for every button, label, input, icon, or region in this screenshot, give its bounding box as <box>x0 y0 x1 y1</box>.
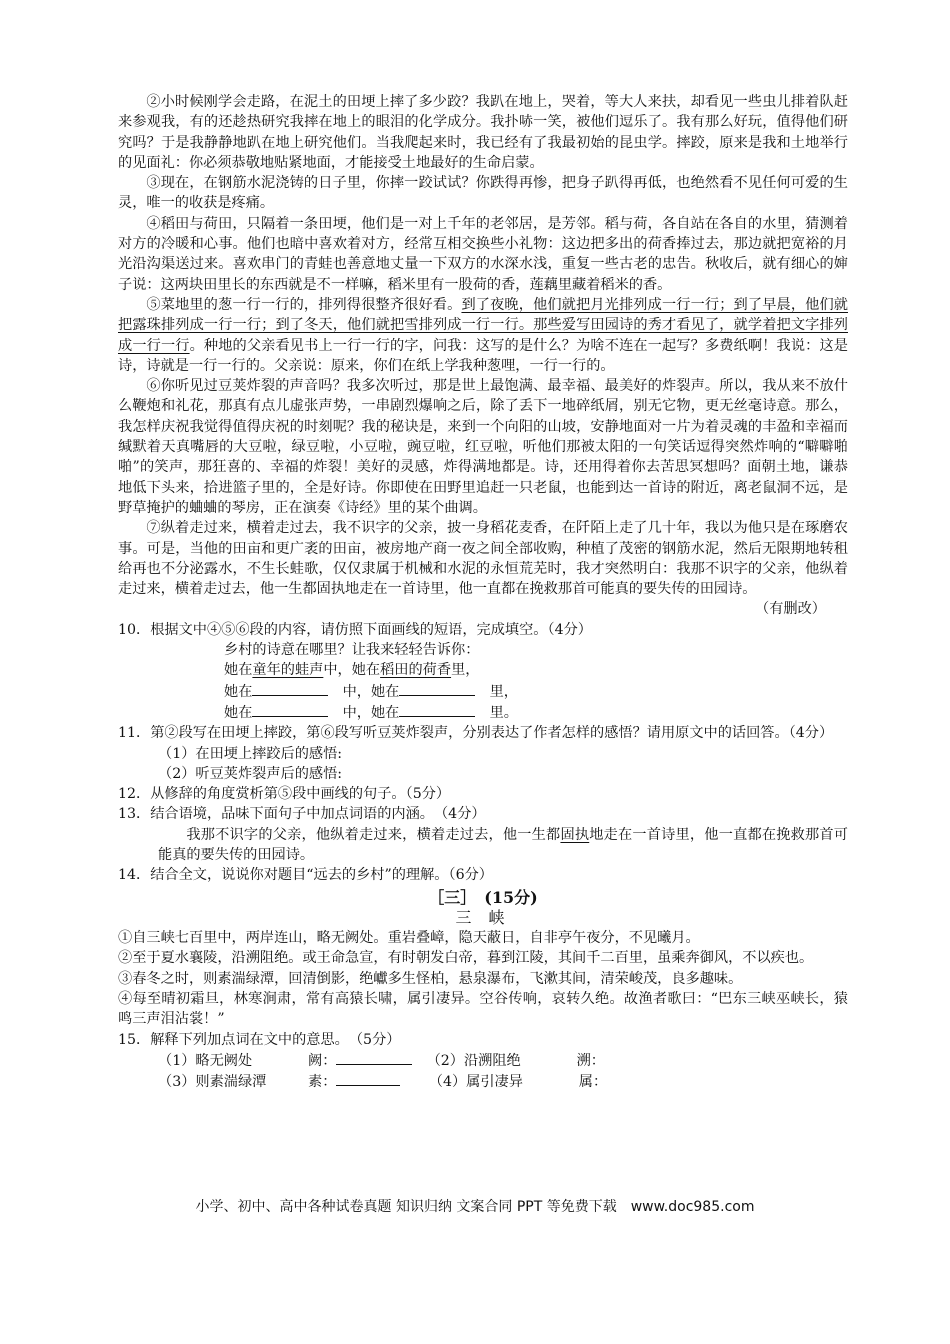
q10-prompt-line: 乡村的诗意在哪里？让我来轻轻告诉你： <box>224 642 480 659</box>
fill-blank[interactable] <box>252 702 328 717</box>
q10-fill-line-2 <box>118 702 848 723</box>
q10-text: 里， <box>451 662 480 679</box>
q10-example-phrase-2: 稻田的荷香 <box>380 662 452 679</box>
classical-paragraph-3: ③春冬之时，则素湍绿潭，回清倒影，绝巘多生怪柏，悬泉瀑布，飞漱其间，清荣峻茂，良多趣味。 <box>118 970 743 987</box>
p5-text-c: 。种地的父亲看见书上一行一行的字，问我：这写的是什么？为啥不连在一起写？多费纸啊！我说：这是诗，诗就是一行一行的。父亲说：原来，你们在纸上学我种葱哩，一行一行的。 <box>118 337 848 374</box>
p5-text-a: ⑤菜地里的葱一行一行的，排列得很整齐很好看。 <box>146 296 462 313</box>
q10-text: 她在 <box>224 683 253 700</box>
q10-example-line <box>118 660 848 680</box>
q15-label: 阙： <box>308 1052 337 1069</box>
question-12: 12．从修辞的角度赏析第⑤段中画线的句子。（5分） <box>118 786 451 803</box>
q15-label: 素： <box>308 1074 337 1091</box>
passage-paragraph-5 <box>118 295 848 376</box>
p5-underlined-sentence: 到了夜晚，他们就把月光排列成一行一行；到了早晨，他们就把露珠排列成一行一行；到了冬天，他们就把雪排列成一行一行。那些爱写田园诗的秀才看见了，就学着把文字排列成一行一行 <box>118 296 848 354</box>
question-14: 14．结合全文，说说你对题目“远去的乡村”的理解。（6分） <box>118 867 493 884</box>
passage-paragraph-2: ②小时候刚学会走路，在泥土的田埂上摔了多少跤？我趴在地上，哭着，等大人来扶，却看见一些虫儿排着队赶来参观我，有的还趁热研究我摔在地上的眼泪的化学成分。我扑哧一笑，被他们逗乐了。我有那么好玩，值得他们研究吗？于是我静静地趴在地上研究他们。当我爬起来时，我已经有了我最初始的昆虫学。摔跤，原来是我和土地举行的见面礼：你必须恭敬地贴紧地面，才能接受土地最好的生命启蒙。 <box>118 94 848 171</box>
q10-text: 中，她在 <box>323 662 381 679</box>
fill-blank[interactable] <box>399 702 475 717</box>
classical-paragraph-1: ①自三峡七百里中，两岸连山，略无阙处。重岩叠嶂，隐天蔽日，自非亭午夜分，不见曦月。 <box>118 930 700 947</box>
abridged-note: （有删改） <box>755 601 826 618</box>
q11-part-2: （2）听豆荚炸裂声后的感悟: <box>158 765 343 782</box>
q10-example-phrase-1: 童年的蛙声 <box>252 662 324 679</box>
q15-item: （3）则素湍绿潭 <box>158 1074 267 1091</box>
q13-quote-text: 地走在一首诗里，他一直都在挽救那首可能真的要失传的田园诗。 <box>158 826 848 863</box>
q15-item: （1）略无阙处 <box>158 1052 253 1069</box>
q10-text: 她在 <box>224 704 253 721</box>
passage-paragraph-6: ⑥你听见过豆荚炸裂的声音吗？我多次听过，那是世上最饱满、最幸福、最美好的炸裂声。所以，我从来不放什么鞭炮和礼花，那真有点儿虚张声势，一串剧烈爆响之后，除了丢下一地碎纸屑，别无它物，更无丝毫诗意。那么，我怎样庆祝我觉得值得庆祝的时刻呢？我的秘诀是，来到一个向阳的山坡，安静地面对一片为着灵魂的丰盈和幸福而缄默着天真嘴唇的大豆啦，绿豆啦，小豆啦，豌豆啦，红豆啦，听他们那被太阳的一句笑话逗得突然炸响的“噼噼啪啪”的笑声，那狂喜的、幸福的炸裂！美好的灵感，炸得满地都是。诗，还用得着你去苦思冥想吗？面朝土地，谦恭地低下头来，拾进篮子里的，全是好诗。你即使在田野里追赶一只老鼠，也能到达一首诗的附近，离老鼠洞不远，是野草掩护的蛐蛐的琴房，正在演奏《诗经》里的某个曲调。 <box>118 378 848 516</box>
exam-page <box>118 92 848 1093</box>
question-11: 11．第②段写在田埂上摔跤，第⑥段写听豆荚炸裂声，分别表达了作者怎样的感悟？请用原文中的话回答。（4分） <box>118 725 834 742</box>
q11-part-1: （1）在田埂上摔跤后的感悟: <box>158 745 343 762</box>
q10-fill-line-1 <box>118 681 848 702</box>
q13-quote <box>118 825 848 866</box>
footer-watermark[interactable]: 小学、初中、高中各种试卷真题 知识归纳 文案合同 PPT 等免费下载 www.doc985.com <box>195 1199 755 1215</box>
classical-text-title: 三 峡 <box>455 907 511 927</box>
classical-paragraph-4: ④每至晴初霜旦，林寒涧肃，常有高猿长啸，属引凄异。空谷传响，哀转久绝。故渔者歌曰：“巴东三峡巫峡长，猿鸣三声泪沾裳！” <box>118 991 848 1028</box>
fill-blank[interactable] <box>399 681 475 696</box>
q10-text: 中，她在 <box>342 704 400 721</box>
passage-paragraph-7: ⑦纵着走过来，横着走过去，我不识字的父亲，披一身稻花麦香，在阡陌上走了几十年，我以为他只是在琢磨农事。可是，当他的田亩和更广袤的田亩，被房地产商一夜之间全部收购，种植了茂密的钢筋水泥，然后无限期地转租给再也不分泌露水，不生长蛙歌，仅仅隶属于机械和水泥的永恒荒芜时，我才突然明白：我那不识字的父亲，他纵着走过来，横着走过去，他一生都固执地走在一首诗里，他一直都在挽救那首可能真的要失传的田园诗。 <box>118 520 848 598</box>
q10-text: 里。 <box>489 704 518 721</box>
q10-text: 中，她在 <box>342 683 400 700</box>
classical-paragraph-2: ②至于夏水襄陵，沿溯阻绝。或王命急宣，有时朝发白帝，暮到江陵，其间千二百里，虽乘奔御风，不以疾也。 <box>118 950 814 967</box>
passage-paragraph-3: ③现在，在钢筋水泥浇铸的日子里，你摔一跤试试？你跌得再惨，把身子趴得再低，也绝然看不见任何可爱的生灵，唯一的收获是疼痛。 <box>118 175 848 212</box>
q15-row-1 <box>118 1050 848 1071</box>
q15-item: （2）沿溯阻绝 <box>426 1052 521 1069</box>
fill-blank[interactable] <box>336 1071 400 1086</box>
q15-row-2 <box>118 1071 848 1092</box>
q10-text: 她在 <box>224 662 253 679</box>
q15-label: 溯： <box>576 1052 605 1069</box>
question-10: 10．根据文中④⑤⑥段的内容，请仿照下面画线的短语，完成填空。（4分） <box>118 621 592 638</box>
question-13: 13．结合语境，品味下面句子中加点词语的内涵。 （4分） <box>118 806 486 823</box>
q13-quote-text: 我那不识字的父亲，他纵着走过来，横着走过去，他一生都 <box>186 826 561 843</box>
section-heading: ［三］ (15分) <box>428 887 538 907</box>
fill-blank[interactable] <box>252 681 328 696</box>
q13-dotted-word: 固执 <box>560 826 590 843</box>
fill-blank[interactable] <box>336 1050 412 1065</box>
question-15: 15．解释下列加点词在文中的意思。 （5分） <box>118 1031 401 1048</box>
q10-text: 里， <box>489 683 518 700</box>
passage-paragraph-4: ④稻田与荷田，只隔着一条田埂，他们是一对上千年的老邻居，是芳邻。稻与荷，各自站在各自的水里，猜测着对方的冷暖和心事。他们也暗中喜欢着对方，经常互相交换些小礼物：这边把多出的荷香捧过去，那边就把宽裕的月光沿沟渠送过来。喜欢串门的青蛙也善意地丈量一下双方的水深水浅，重复一些古老的忠告。秋收后，就有细心的婶子说：这两块田里长的东西就是不一样嘛，稻米里有一股荷的香，莲藕里藏着稻米的香。 <box>118 215 848 293</box>
q15-label: 属： <box>578 1074 608 1091</box>
q15-item: （4）属引凄异 <box>428 1074 523 1091</box>
